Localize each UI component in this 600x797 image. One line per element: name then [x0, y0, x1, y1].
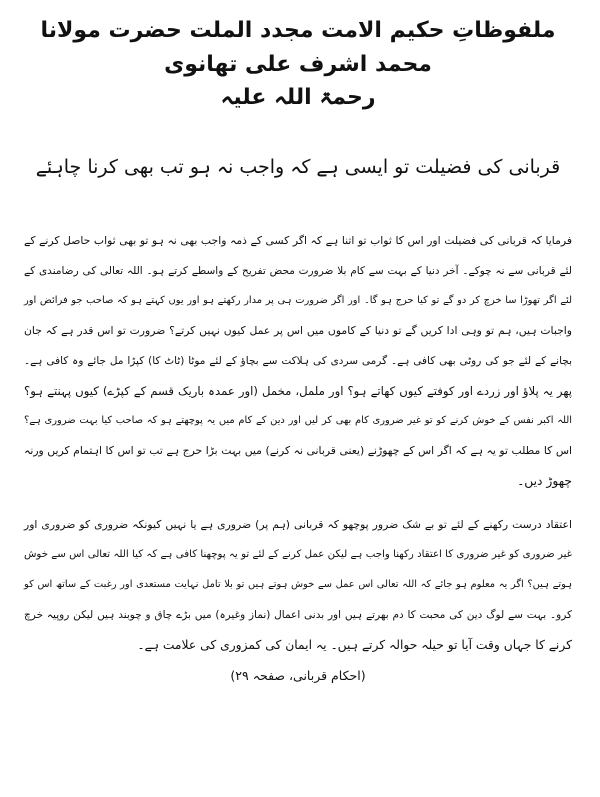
text-line: اعتقاد درست رکھنے کے لئے تو بے شک ضرور پوچھو کہ قربانی (ہم پر) ضروری ہے یا نہیں کیونکہ ضروری کو ضروری اور [24, 518, 572, 531]
text-line: چھوڑ دیں۔ [517, 474, 572, 488]
text-line: واجبات ہیں، ہم تو وہی ادا کریں گے تو دنیا کے کاموں میں اس پر عمل کیوں نہیں کرتے؟ ضرورت تو اس قدر ہے کہ جان [24, 324, 572, 337]
text-line: لئے قربانی سے نہ چوکے۔ آخر دنیا کے بہت سے کام بلا ضرورت محض تفریح کے واسطے کرتے ہو۔ اللہ تعالی کی رضامندی کے [24, 265, 572, 277]
section-heading: قربانی کی فضیلت تو ایسی ہے کہ واجب نہ ہو تب بھی کرنا چاہئے [35, 156, 561, 178]
text-line: پھر یہ پلاؤ اور زردے اور کوفتے کیوں کھاتے ہو؟ اور ململ، مخمل (اور عمدہ باریک قسم کے کپڑے) کیوں پہنتے ہو؟ [24, 384, 572, 398]
source-reference: (احکام قربانی، صفحہ ۲۹) [230, 668, 366, 683]
text-line: اللہ اکبر نفس کے خوش کرنے کو تو غیر ضروری کام بھی کر لیں اور دین کے کام میں یہ پوچھتے ہو کہ صاحب کیا بہت ضروری ہے؟ [24, 415, 572, 426]
text-line: غیر ضروری کو غیر ضروری کا اعتقاد رکھنا واجب ہے لیکن عمل کرنے کے لئے تو یہ پوچھنا کافی ہے کہ کیا اللہ تعالی اس سے خوش [24, 549, 572, 560]
text-line: اس کا مطلب تو یہ ہے کہ اگر اس کے چھوڑنے (یعنی قربانی نہ کرنے) میں بہت بڑا حرج ہے تب تو اس کا اہتمام کریں ورنہ [24, 444, 572, 457]
document-subtitle: رحمۃ اللہ علیہ [220, 85, 376, 110]
paragraph-1 [24, 226, 572, 496]
paragraph-gap [24, 496, 572, 510]
text-line: کرنے کا جہاں وقت آیا تو حیلہ حوالہ کرتے ہیں۔ یہ ایمان کی کمزوری کی علامت ہے۔ [137, 638, 572, 652]
text-line: فرمایا کہ قربانی کی فضیلت اور اس کا ثواب تو اتنا ہے کہ اگر کسی کے ذمہ واجب بھی نہ ہو تو بھی ثواب حاصل کرنے کے [24, 234, 572, 247]
paragraph-2 [24, 510, 572, 660]
document-title: ملفوظاتِ حکیم الامت مجدد الملت حضرت مولانا محمد اشرف علی تھانوی [40, 18, 556, 77]
text-line: لئے اگر تھوڑا سا خرچ کر دو گے تو کیا حرج ہو گا۔ اور اگر ضرورت ہی پر مدار رکھتے ہو اور یوں کہتے ہو کہ صاحب جو فرائض اور [24, 295, 572, 306]
text-line: کرو۔ بہت سے لوگ دین کی محبت کا دم بھرتے ہیں اور بدنی اعمال (نماز وغیرہ) میں بڑے چاق و چوبند ہیں لیکن روپیہ خرچ [24, 609, 572, 621]
text-line: ہوتے ہیں؟ اگر یہ معلوم ہو جائے کہ اللہ تعالی اس عمل سے خوش ہوتے ہیں تو بلا تامل نہایت مستعدی اور رغبت کے ساتھ اس کو [24, 579, 572, 590]
text-line: بچانے کے لئے جو کی روٹی بھی کافی ہے۔ گرمی سردی کی ہلاکت سے بچاؤ کے لئے موٹا (ٹاٹ کا) کپڑا مل جائے وہ کافی ہے۔ [24, 355, 572, 367]
